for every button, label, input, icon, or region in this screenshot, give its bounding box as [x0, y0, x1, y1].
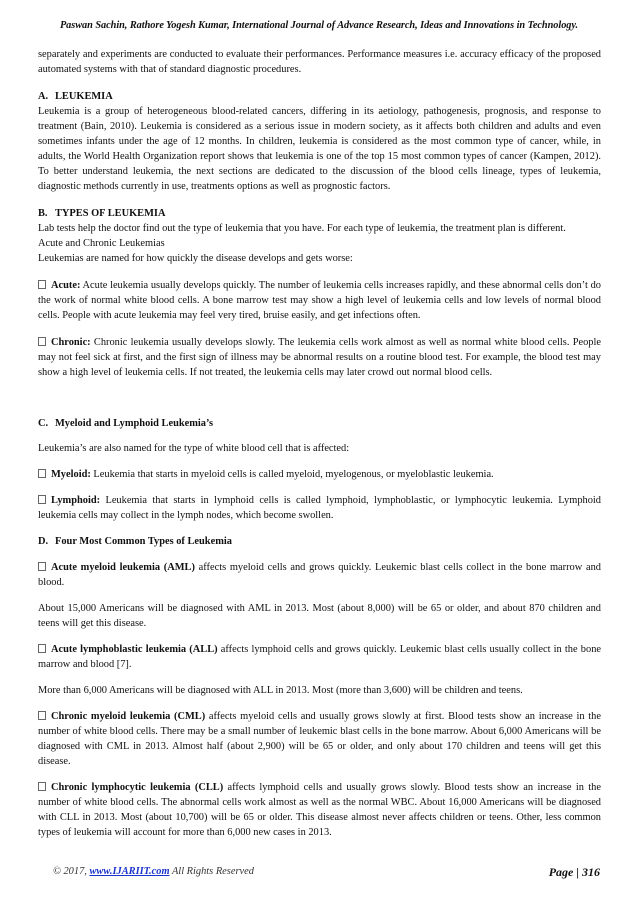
bullet-label: Acute lymphoblastic leukemia (ALL) [51, 644, 218, 655]
aml-stats: About 15,000 Americans will be diagnosed with AML in 2013. Most (about 8,000) will be 65 or older, and about 870 children and teens will get this disease. [38, 603, 601, 629]
bullet-box-icon [38, 644, 46, 653]
section-b-heading [38, 206, 601, 221]
section-d-heading [38, 534, 601, 549]
bullet-acute [38, 278, 601, 323]
bullet-box-icon [38, 469, 46, 478]
bullet-label: Chronic myeloid leukemia (CML) [51, 711, 206, 722]
section-number: B. [38, 208, 48, 219]
section-number: C. [38, 418, 49, 429]
running-header: Paswan Sachin, Rathore Yogesh Kumar, International Journal of Advance Research, Ideas and Innovations in Technology. [59, 20, 579, 31]
copyright-notice [53, 866, 254, 877]
bullet-cml [38, 709, 601, 769]
section-c-heading [38, 416, 601, 431]
page-footer [53, 866, 600, 877]
types-line-3: Leukemias are named for how quickly the disease develops and gets worse: [38, 253, 353, 264]
bullet-text: Leukemia that starts in lymphoid cells is called lymphoid, lymphoblastic, or lymphocytic leukemia. Lymphoid leukemia cells may collect in the lymph nodes, which become swollen. [38, 495, 601, 521]
bullet-box-icon [38, 337, 46, 346]
bullet-box-icon [38, 495, 46, 504]
bullet-chronic [38, 335, 601, 380]
bullet-myeloid [38, 467, 601, 482]
bullet-label: Acute myeloid leukemia (AML) [51, 562, 195, 573]
bullet-text: Leukemia that starts in myeloid cells is called myeloid, myelogenous, or myeloblastic leukemia. [90, 469, 494, 480]
bullet-box-icon [38, 280, 46, 289]
section-title: Myeloid and Lymphoid Leukemia’s [55, 418, 214, 429]
bullet-box-icon [38, 562, 46, 571]
bullet-text: Acute leukemia usually develops quickly. The number of leukemia cells increases rapidly, and these abnormal cells don’t do the work of normal white blood cells. A bone marrow test may show a high level of leukemia cells and low levels of normal blood cells. People with acute leukemia may feel very tired, bruise easily, and get infections often. [38, 280, 601, 321]
section-title: LEUKEMIA [55, 91, 113, 102]
article-body [38, 47, 601, 840]
bullet-label: Chronic: [51, 337, 91, 348]
bullet-text: affects lymphoid cells and grows quickly. Leukemic blast cells usually collect in the bone marrow and blood [7]. [38, 644, 601, 670]
bullet-lymphoid [38, 493, 601, 523]
bullet-label: Myeloid: [51, 469, 91, 480]
section-title: TYPES OF LEUKEMIA [55, 208, 166, 219]
all-stats: More than 6,000 Americans will be diagnosed with ALL in 2013. Most (more than 3,600) will be children and teens. [38, 685, 523, 696]
section-a-heading [38, 89, 601, 104]
bullet-box-icon [38, 782, 46, 791]
bullet-all [38, 642, 601, 672]
section-number: D. [38, 536, 49, 547]
journal-website-link[interactable]: www.IJARIIT.com [89, 866, 170, 877]
page-number: Page | 316 [548, 865, 600, 879]
types-line-2: Acute and Chronic Leukemias [38, 238, 165, 249]
bullet-label: Acute: [51, 280, 81, 291]
bullet-text: affects myeloid cells and grows quickly. Leukemic blast cells collect in the bone marrow and blood. [38, 562, 601, 588]
bullet-box-icon [38, 711, 46, 720]
section-c-intro: Leukemia’s are also named for the type of white blood cell that is affected: [38, 443, 350, 454]
bullet-label: Lymphoid: [51, 495, 101, 506]
intro-paragraph: separately and experiments are conducted to evaluate their performances. Performance measures i.e. accuracy efficacy of the proposed automated systems with that of standard diagnostic procedures. [38, 49, 601, 75]
bullet-cll [38, 780, 601, 840]
bullet-text: affects lymphoid cells and usually grows slowly. Blood tests show an increase in the number of white blood cells. The abnormal cells work almost as well as the normal WBC. About 16,000 Americans will be diagnosed with CLL in 2013. Most (about 10,700) will be 65 or older. This disease almost never affects children or teens. Other, less common types of leukemia will account for more than 6,000 new cases in 2013. [38, 782, 601, 838]
bullet-text: affects myeloid cells and usually grows slowly at first. Blood tests show an increase in the number of white blood cells. There may be a small number of leukemic blast cells in the bone marrow. About 6,000 Americans will be diagnosed with CML in 2013. Almost half (about 2,900) will be 65 or older, and only about 170 children and teens will get this disease. [38, 711, 601, 767]
copyright-text: © 2017, [53, 866, 90, 877]
bullet-label: Chronic lymphocytic leukemia (CLL) [51, 782, 224, 793]
bullet-aml [38, 560, 601, 590]
bullet-text: Chronic leukemia usually develops slowly. The leukemia cells work almost as well as normal white blood cells. People may not feel sick at first, and the first sign of illness may be abnormal results on a routine blood test. For example, the blood test may show a high level of leukemia cells. If not treated, the leukemia cells may later crowd out normal blood cells. [38, 337, 601, 378]
rights-text: All Rights Reserved [169, 866, 254, 877]
section-number: A. [38, 91, 49, 102]
section-title: Four Most Common Types of Leukemia [55, 536, 232, 547]
leukemia-paragraph: Leukemia is a group of heterogeneous blood-related cancers, differing in its aetiology, pathogenesis, prognosis, and response to treatment (Bain, 2010). Leukemia is considered as a serious issue in modern society, as it affects both children and adults and even sometimes infants under the age of 12 months. In children, leukemia is considered as the most common type of cancer, while, in adults, the World Health Organization report shows that leukemia is one of the top 15 most common types of cancer (Kampen, 2012). To better understand leukemia, the next sections are dedicated to the discussion of the blood cells lineage, types of leukemia, diagnostic methods currently in use, treatments options as well as prognostic factors. [38, 106, 601, 192]
types-line-1: Lab tests help the doctor find out the type of leukemia that you have. For each type of leukemia, the treatment plan is different. [38, 223, 566, 234]
